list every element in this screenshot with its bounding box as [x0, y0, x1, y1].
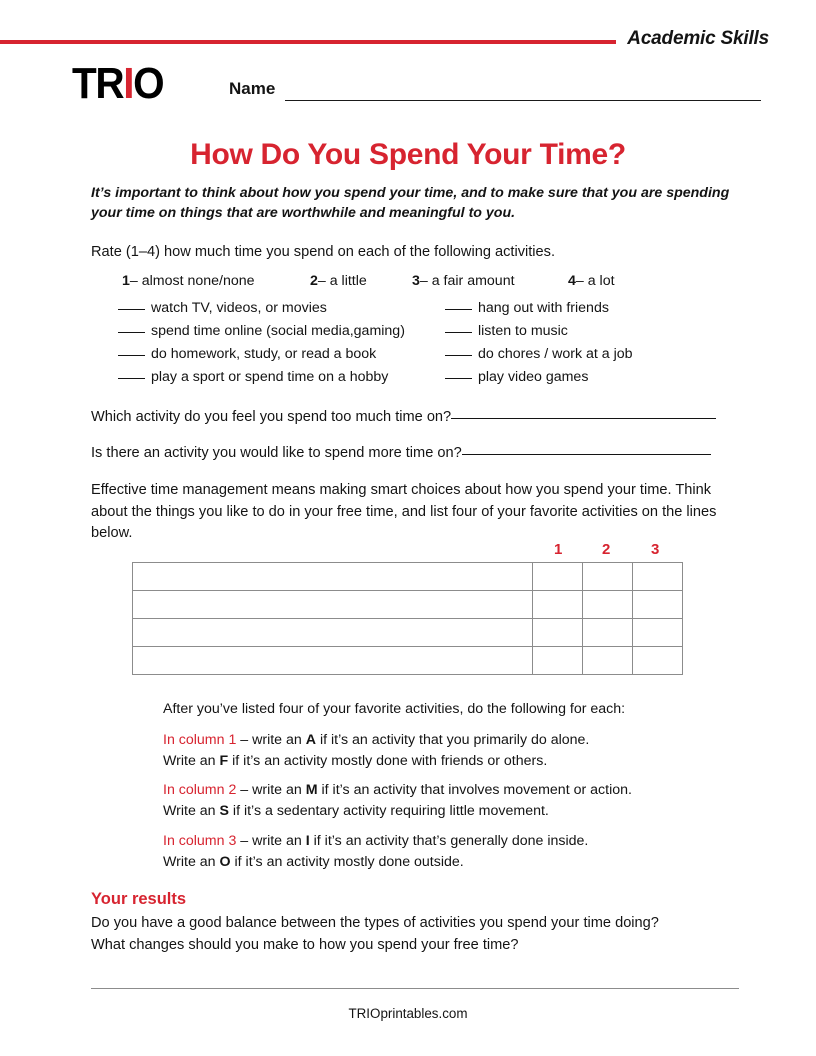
instructions-lead: After you’ve listed four of your favorite activities, do the following for each:: [163, 701, 626, 717]
letter-s: S: [219, 803, 229, 819]
results-heading: Your results: [91, 890, 187, 908]
activity-label: play video games: [478, 369, 589, 385]
scale-text-1: – almost none/none: [129, 273, 255, 289]
category-label: Academic Skills: [627, 28, 769, 49]
results-body: [91, 913, 751, 956]
instruction-line: [163, 780, 632, 801]
logo-text-i: I: [123, 59, 134, 108]
scale-text-4: – a lot: [575, 273, 615, 289]
instruction-text: – write an: [236, 833, 306, 849]
instruction-text: if it’s an activity that you primarily do alone.: [316, 732, 590, 748]
name-input-line[interactable]: [285, 100, 761, 101]
instruction-text: – write an: [236, 782, 306, 798]
activity-label: spend time online (social media,gaming): [151, 323, 405, 339]
instruction-line: [163, 801, 632, 822]
column-1-label: In column 1: [163, 732, 237, 748]
instruction-text: if it’s a sedentary activity requiring little movement.: [228, 803, 549, 819]
rating-blank[interactable]: [445, 378, 472, 379]
table-column-headers: [0, 541, 816, 561]
activity-item[interactable]: [118, 346, 376, 362]
scale-num-3: 3: [412, 273, 420, 289]
activity-item[interactable]: [445, 346, 633, 362]
instruction-text: if it’s an activity mostly done with friends or others.: [228, 753, 548, 769]
column-3-cell[interactable]: [633, 619, 683, 647]
activity-item[interactable]: [118, 300, 327, 316]
table-row: [133, 647, 683, 675]
rating-blank[interactable]: [118, 332, 145, 333]
page-title: How Do You Spend Your Time?: [190, 138, 626, 171]
activity-label: do chores / work at a job: [478, 346, 633, 362]
instruction-text: if it’s an activity that involves movement or action.: [317, 782, 632, 798]
instructions-column-1: [163, 730, 589, 772]
letter-m: M: [305, 782, 318, 798]
instruction-line: [163, 852, 588, 873]
column-1-cell[interactable]: [533, 563, 583, 591]
scale-item-4: [568, 273, 615, 289]
scale-num-4: 4: [568, 273, 576, 289]
name-field-row: [229, 79, 761, 105]
header-red-rule: [0, 40, 616, 44]
instruction-text: Write an: [163, 753, 220, 769]
letter-a: A: [305, 732, 316, 748]
table-col-header-3: 3: [651, 541, 660, 558]
question-answer-line[interactable]: [451, 406, 716, 419]
instruction-text: if it’s an activity mostly done outside.: [230, 854, 464, 870]
activity-item[interactable]: [445, 323, 568, 339]
activity-label: do homework, study, or read a book: [151, 346, 377, 362]
favorite-activities-table: [132, 562, 683, 675]
activity-label: play a sport or spend time on a hobby: [151, 369, 389, 385]
footer-site: TRIOprintables.com: [348, 1006, 468, 1021]
rating-blank[interactable]: [118, 309, 145, 310]
activity-cell[interactable]: [133, 591, 533, 619]
activity-item[interactable]: [118, 369, 388, 385]
question-too-much-time: [91, 406, 716, 425]
column-2-cell[interactable]: [583, 591, 633, 619]
column-1-cell[interactable]: [533, 647, 583, 675]
activity-item[interactable]: [445, 300, 609, 316]
scale-item-1: [122, 273, 255, 289]
column-2-cell[interactable]: [583, 619, 633, 647]
column-1-cell[interactable]: [533, 591, 583, 619]
activity-item[interactable]: [445, 369, 588, 385]
instruction-line: [163, 751, 589, 772]
logo-text-tr: TR: [72, 59, 124, 108]
column-3-cell[interactable]: [633, 647, 683, 675]
results-line-1: Do you have a good balance between the types of activities you spend your time doing?: [91, 915, 659, 931]
rating-blank[interactable]: [445, 309, 472, 310]
effective-time-paragraph: Effective time management means making smart choices about how you spend your time. Think about the things you like to do in your free time, and list four of your favorite activities on the lines below.: [91, 482, 717, 541]
footer-rule: [91, 988, 739, 989]
column-3-cell[interactable]: [633, 563, 683, 591]
letter-o: O: [219, 854, 231, 870]
instruction-text: if it’s an activity that’s generally done inside.: [309, 833, 589, 849]
letter-f: F: [219, 753, 229, 769]
column-3-cell[interactable]: [633, 591, 683, 619]
column-3-label: In column 3: [163, 833, 237, 849]
column-1-cell[interactable]: [533, 619, 583, 647]
column-2-label: In column 2: [163, 782, 237, 798]
instruction-line: [163, 831, 588, 852]
activity-label: hang out with friends: [478, 300, 609, 316]
instruction-text: Write an: [163, 854, 220, 870]
scale-item-3: [412, 273, 515, 289]
activity-label: listen to music: [478, 323, 568, 339]
instruction-line: [163, 730, 589, 751]
table-col-header-2: 2: [602, 541, 611, 558]
logo-text-o: O: [133, 59, 164, 108]
question-more-time: [91, 442, 711, 461]
scale-num-2: 2: [310, 273, 318, 289]
activity-label: watch TV, videos, or movies: [151, 300, 327, 316]
rate-prompt: Rate (1–4) how much time you spend on each of the following activities.: [91, 244, 556, 260]
question-text: Is there an activity you would like to spend more time on?: [91, 445, 462, 461]
activity-cell[interactable]: [133, 647, 533, 675]
results-line-2: What changes should you make to how you spend your free time?: [91, 936, 519, 953]
activity-cell[interactable]: [133, 563, 533, 591]
table-row: [133, 591, 683, 619]
column-2-cell[interactable]: [583, 563, 633, 591]
trio-logo: [72, 59, 164, 108]
intro-paragraph: It’s important to think about how you spend your time, and to make sure that you are spending your time on things that are worthwhile and meaningful to you.: [91, 185, 730, 221]
instruction-text: – write an: [236, 732, 306, 748]
scale-text-2: – a little: [317, 273, 367, 289]
rating-blank[interactable]: [118, 355, 145, 356]
question-answer-line[interactable]: [462, 442, 711, 455]
instructions-column-2: [163, 780, 632, 822]
name-label: Name: [229, 79, 276, 98]
table-row: [133, 563, 683, 591]
rating-blank[interactable]: [445, 332, 472, 333]
scale-item-2: [310, 273, 367, 289]
rating-scale: [0, 273, 816, 293]
rating-blank[interactable]: [118, 378, 145, 379]
activity-cell[interactable]: [133, 619, 533, 647]
rating-blank[interactable]: [445, 355, 472, 356]
letter-i: I: [305, 833, 310, 849]
scale-num-1: 1: [122, 273, 130, 289]
table-col-header-1: 1: [554, 541, 563, 558]
scale-text-3: – a fair amount: [419, 273, 515, 289]
activity-item[interactable]: [118, 323, 405, 339]
column-2-cell[interactable]: [583, 647, 633, 675]
instruction-text: Write an: [163, 803, 220, 819]
table-row: [133, 619, 683, 647]
question-text: Which activity do you feel you spend too much time on?: [91, 409, 452, 425]
instructions-column-3: [163, 831, 588, 873]
